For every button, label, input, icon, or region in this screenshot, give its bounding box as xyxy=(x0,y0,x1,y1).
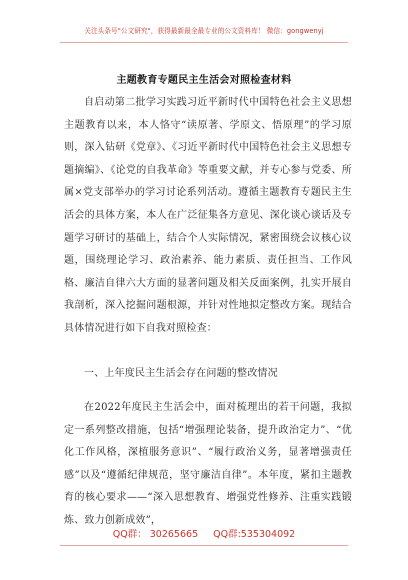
page-header xyxy=(0,0,408,60)
footer-qq-group-1: QQ群： 30265665 xyxy=(112,529,199,540)
section-heading-1: 一、上年度民主生活会存在问题的整改情况 xyxy=(84,368,278,379)
document-title: 主题教育专题民主生活会对照检查材料 xyxy=(116,75,292,86)
paragraph-intro: 自启动第二批学习实践习近平新时代中国特色社会主义思想主题教育以来，本人恪守“读原著、学原文、悟原理”的学习原则，深入钻研《党章》、《习近平新时代中国特色社会主义思想专题摘编》、《论党的自我革命》等重要文献，并专心参与党委、所属×党支部举办的学习讨论系列活动。遵循主题教育专题民主生活会的具体方案，本人在广泛征集各方意见、深化谈心谈话及专题学习研讨的基础上，结合个人实际情况，紧密围绕会议核心议题，围绕理论学习、政治素养、能力素质、责任担当、工作风格、廉洁自律六大方面的显著问题及相关反面案例，扎实开展自我剖析，深入挖掘问题根源，并针对性地拟定整改方案。现结合具体情况进行如下自我对照检查： xyxy=(64,97,352,334)
paragraph-rectification: 在2022年度民主生活会中，面对梳理出的若干问题，我拟定一系列整改措施，包括“增强理论装备，提升政治定力”、“优化工作风格，深植服务意识”、“履行政治义务，显著增强责任感”以及“遵循纪律规范，坚守廉洁自律”。本年度，紧扣主题教育的核心要求——“深入思想教育、增强党性修养、注重实践锻炼、致力创新成效”， xyxy=(64,402,352,526)
header-promo-text: 关注头条号"公文研究"，获得最新最全最专业的公文资料库！ 微信：gongwenyj xyxy=(84,27,324,35)
footer-qq-group-2: QQ群:535304092 xyxy=(213,529,296,540)
page-footer xyxy=(0,526,408,540)
header-divider xyxy=(60,42,348,43)
footer-divider xyxy=(60,545,348,546)
